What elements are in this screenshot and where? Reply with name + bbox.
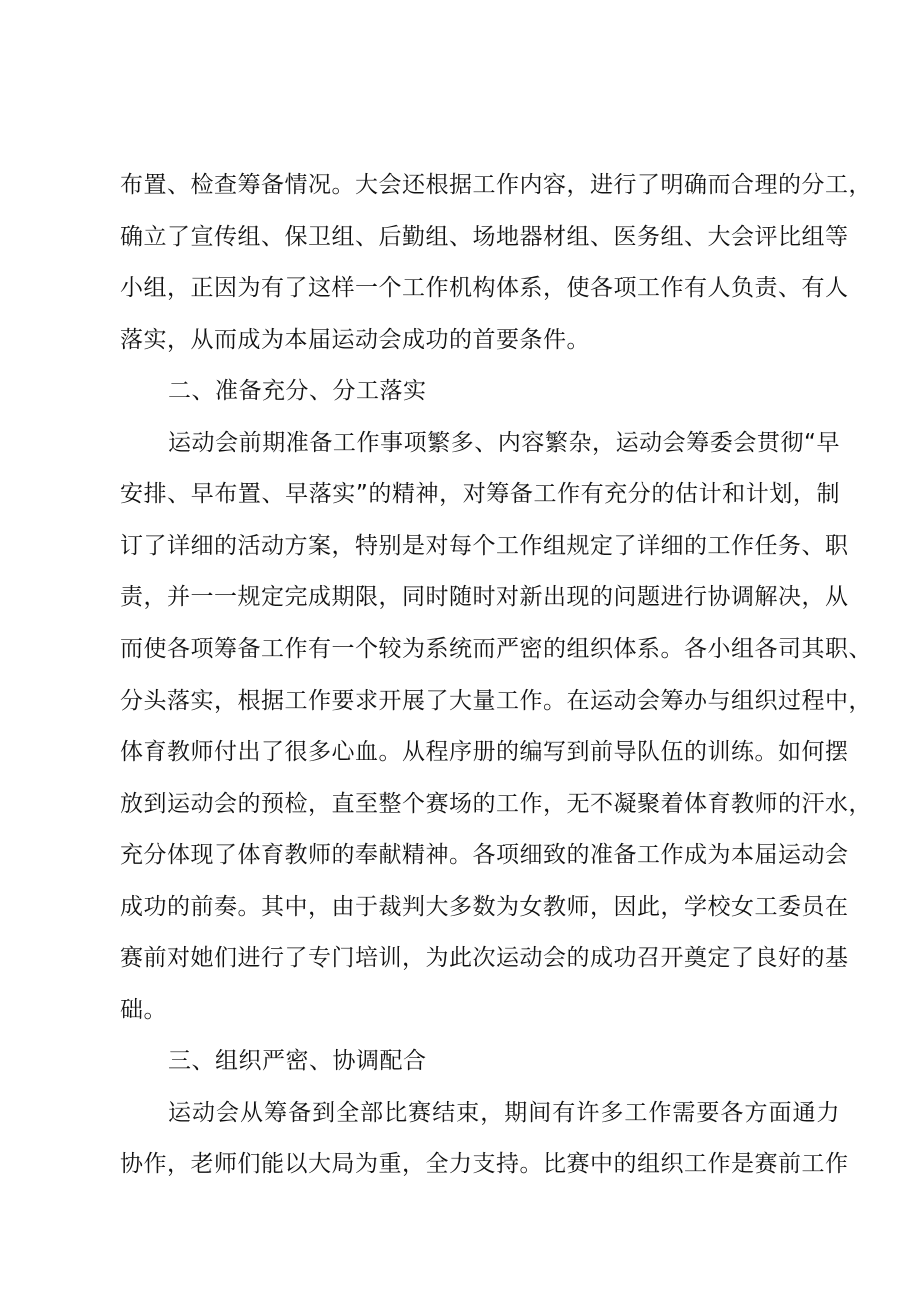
paragraph-2-line-3: 订了详细的活动方案，特别是对每个工作组规定了详细的工作任务、职	[120, 533, 849, 559]
paragraph-3-line-2: 协作，老师们能以大局为重，全力支持。比赛中的组织工作是赛前工作	[120, 1151, 849, 1177]
paragraph-2-line-10: 成功的前奏。其中，由于裁判大多数为女教师，因此，学校女工委员在	[120, 894, 849, 920]
paragraph-2-line-4: 责，并一一规定完成期限，同时随时对新出现的问题进行协调解决，从	[120, 584, 849, 610]
paragraph-2-line-9: 充分体现了体育教师的奉献精神。各项细致的准备工作成为本届运动会	[120, 842, 849, 868]
paragraph-2-line-11: 赛前对她们进行了专门培训，为此次运动会的成功召开奠定了良好的基	[120, 945, 849, 971]
paragraph-1-line-3: 小组，正因为有了这样一个工作机构体系，使各项工作有人负责、有人	[120, 275, 849, 301]
paragraph-3-line-1: 运动会从筹备到全部比赛结束，期间有许多工作需要各方面通力	[168, 1100, 840, 1126]
paragraph-2-line-6: 分头落实，根据工作要求开展了大量工作。在运动会筹办与组织过程中，	[120, 688, 872, 714]
section-heading-3: 三、组织严密、协调配合	[168, 1048, 427, 1074]
paragraph-2-line-5: 而使各项筹备工作有一个较为系统而严密的组织体系。各小组各司其职、	[120, 636, 872, 662]
paragraph-1-line-1: 布置、检查筹备情况。大会还根据工作内容，进行了明确而合理的分工，	[120, 172, 872, 198]
paragraph-2-line-12: 础。	[120, 997, 167, 1023]
paragraph-2-line-2: 安排、早布置、早落实”的精神，对筹备工作有充分的估计和计划，制	[120, 481, 840, 507]
paragraph-2-line-1: 运动会前期准备工作事项繁多、内容繁杂，运动会筹委会贯彻“早	[168, 430, 840, 456]
paragraph-2-line-7: 体育教师付出了很多心血。从程序册的编写到前导队伍的训练。如何摆	[120, 739, 849, 765]
paragraph-2-line-8: 放到运动会的预检，直至整个赛场的工作，无不凝聚着体育教师的汗水，	[120, 791, 872, 817]
paragraph-1-line-2: 确立了宣传组、保卫组、后勤组、场地器材组、医务组、大会评比组等	[120, 224, 849, 250]
paragraph-1-line-4: 落实，从而成为本届运动会成功的首要条件。	[120, 327, 590, 353]
section-heading-2: 二、准备充分、分工落实	[168, 378, 427, 404]
